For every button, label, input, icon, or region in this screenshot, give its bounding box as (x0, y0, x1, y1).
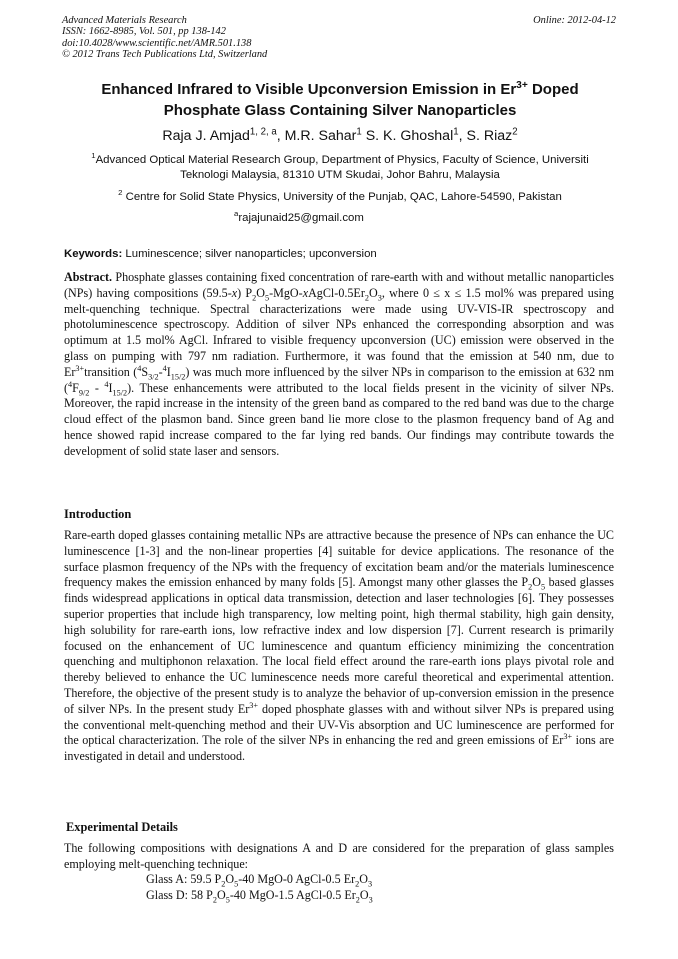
author-2-affil: 1 (356, 126, 362, 138)
journal-copyright: © 2012 Trans Tech Publications Ltd, Switzerland (62, 49, 268, 61)
affiliation-1-line2: Teknologi Malaysia, 81310 UTM Skudai, Johor Bahru, Malaysia (180, 169, 500, 181)
title-sup: 3+ (516, 80, 528, 91)
author-list (60, 127, 620, 145)
affiliation-2-text: Centre for Solid State Physics, University of the Punjab, QAC, Lahore-54590, Pakistan (122, 191, 562, 203)
introduction-heading: Introduction (64, 507, 132, 521)
keywords-label: Keywords: (64, 248, 123, 260)
affiliation-2-mark: 2 (118, 188, 123, 198)
author-3: S. K. Ghoshal (361, 128, 454, 144)
affiliation-1 (60, 153, 620, 183)
glass-a-composition: Glass A: 59.5 $P_2O_5-40$ MgO-0 AgCl-0.5 $Er_2O_3$ (146, 872, 373, 889)
abstract-label: Abstract. (64, 270, 113, 284)
affiliation-1-mark: 1 (91, 151, 96, 161)
author-2: , M.R. Sahar (276, 128, 357, 144)
experimental-heading: Experimental Details (66, 820, 178, 834)
email-address[interactable]: rajajunaid25@gmail.com (238, 212, 364, 224)
author-1: Raja J. Amjad (162, 128, 250, 144)
glass-d-composition: Glass D: 58 $P_2O_5-40$ MgO-1.5 AgCl-0.5 $Er_2O_3$ (146, 888, 373, 905)
online-date: Online: 2012-04-12 (533, 15, 616, 26)
experimental-paragraph: The following compositions with designations A and D are considered for the preparation of glass samples employing melt-quenching technique: (64, 841, 614, 871)
abstract-paragraph: Abstract. Phosphate glasses containing fixed concentration of rare-earth with and without metallic nanoparticles (NPs) having compositions (59.5-x) $P_2O_5-MgO-xAgCl-0.5Er_2O_3$, where 0 ≤ x ≤ 1.5 mol% was prepared using melt-quenching technique. Spectral characterizations were made using UV-VIS-IR spectroscopy and photoluminescence spectroscopy. Addition of silver NPs enhanced the corresponding absorption and was optimum at 1.5 mol% AgCl. Infrared to visible frequency upconversion (UC) emission were observed in the glass on pumping with 797 nm radiation. Furthermore, it was found that the emission at 540 nm, due to $Er^{3+}transition$ $(^4S_{3/2}-^4I_{15/2})$ was much more influenced by the silver NPs in comparison to the emission at 632 nm $(^4F_{9/2} - ^4I_{15/2})$. These enhancements were attributed to the local fields present in the vicinity of silver NPs. Moreover, the rapid increase in the intensity of the green band as compared to the red band was due to the charge cloud effect of the plasmon band. Since green band lie more close to the plasmon frequency band of Ag and hence showed rapid increase compared to the far lying red bands. Our findings may contribute towards the development of solid state laser and sensors. (64, 270, 615, 458)
title-line1: Enhanced Infrared to Visible Upconversion Emission in Er (101, 81, 517, 98)
author-4: , S. Riaz (458, 128, 513, 144)
author-1-affil: 1, 2, a (249, 126, 277, 138)
affiliation-2 (60, 190, 620, 205)
introduction-paragraph: Rare-earth doped glasses containing metallic NPs are attractive because the presence of NPs can enhance the UC luminescence [1-3] and the non-linear properties [4] suitable for device applications. The resonance of the surface plasmon frequency of the NPs with the frequency of excitation beam and/or the materials luminescence frequency makes the emission enhanced by many folds [5]. Amongst many other glasses the $P_2O_5$ based glasses finds widespread applications in optical data transmission, detection and laser technologies [6]. They possesses superior properties that include high transparency, low melting point, high thermal stability, high gain density, high solubility for rare-earth ions, low refractive index and low dispersion [7]. Current research is primarily focused on the enhancement of UC luminescence and quantum efficiency minimizing the concentration quenching and multiphonon relaxation. The local field effect around the rare-earth ions plays pivotal role and thereby believed to enhance the UC luminescence needs more careful theoretical and experimental attention. Therefore, the objective of the present study is to analyze the behavior of up-conversion emission in the presence of silver NPs. In the present study $Er^{3+}$ doped phosphate glasses with and without silver NPs is prepared using the conventional melt-quenching method and their UV-Vis absorption and UC luminescence are performed for the optical characterization. The role of the silver NPs in enhancing the red and green emissions of $Er^{3+}$ ions are investigated in detail and understood. (64, 528, 614, 764)
paper-title (70, 79, 610, 121)
author-4-affil: 2 (512, 126, 518, 138)
journal-issn: ISSN: 1662-8985, Vol. 501, pp 138-142 (62, 26, 226, 38)
title-line1-end: Doped (527, 81, 579, 98)
journal-doi: doi:10.4028/www.scientific.net/AMR.501.138 (62, 37, 252, 49)
email-mark: a (234, 209, 239, 219)
keywords (64, 248, 616, 260)
title-line2: Phosphate Glass Containing Silver Nanoparticles (163, 102, 517, 119)
author-3-affil: 1 (453, 126, 459, 138)
author-email[interactable] (234, 209, 364, 224)
journal-header (62, 15, 616, 61)
journal-name: Advanced Materials Research (62, 15, 187, 26)
affiliation-1-line1: Advanced Optical Material Research Group, Department of Physics, Faculty of Science, Universiti (95, 154, 589, 166)
keywords-text: Luminescence; silver nanoparticles; upconversion (122, 248, 377, 260)
